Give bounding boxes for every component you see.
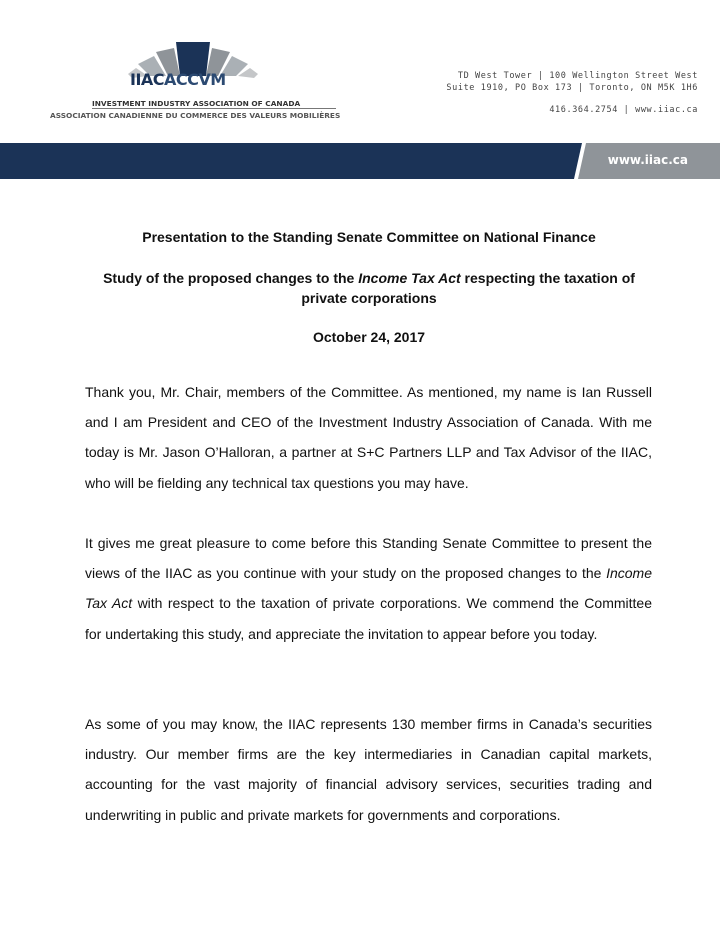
address-line-2: Suite 1910, PO Box 173 | Toronto, ON M5K 1H6 [446,83,698,93]
paragraph-3: As some of you may know, the IIAC represents 130 member firms in Canada’s securities industry. Our member firms are the key intermediaries in Canadian capital markets, accounting for the vast majority of financial advisory services, securities trading and underwriting in public and private markets for governments and corporations. [85,716,652,823]
paragraph-2: It gives me great pleasure to come before this Standing Senate Committee to present the views of the IIAC as you continue with your study on the proposed changes to the Income Tax Act with respect to the taxation of private corporations. We commend the Committee for undertaking this study, and appreciate the invitation to appear before you today. [85,535,652,642]
banner-url-link[interactable]: www.iiac.ca [607,153,688,167]
paragraph-1: Thank you, Mr. Chair, members of the Committee. As mentioned, my name is Ian Russell and I am President and CEO of the Investment Industry Association of Canada. With me today is Mr. Jason O’Halloran, a partner at S+C Partners LLP and Tax Advisor of the IIAC, who will be fielding any technical tax questions you may have. [85,384,652,491]
study-subtitle: Study of the proposed changes to the Income Tax Act respecting the taxation of private corporations [103,270,635,306]
logo-wordmark: IIACACCVM [130,70,226,89]
iiac-logo [48,42,341,122]
contact-line: 416.364.2754 | www.iiac.ca [549,105,698,115]
logo-english-name: INVESTMENT INDUSTRY ASSOCIATION OF CANADA [92,99,301,108]
logo-french-name: ASSOCIATION CANADIENNE DU COMMERCE DES VALEURS MOBILIÈRES [50,111,341,120]
page-title: Presentation to the Standing Senate Committee on National Finance [142,229,596,245]
logo-divider [92,108,336,109]
document-date: October 24, 2017 [312,329,426,345]
address-line-1: TD West Tower | 100 Wellington Street West [457,71,698,81]
address-block [446,70,698,116]
